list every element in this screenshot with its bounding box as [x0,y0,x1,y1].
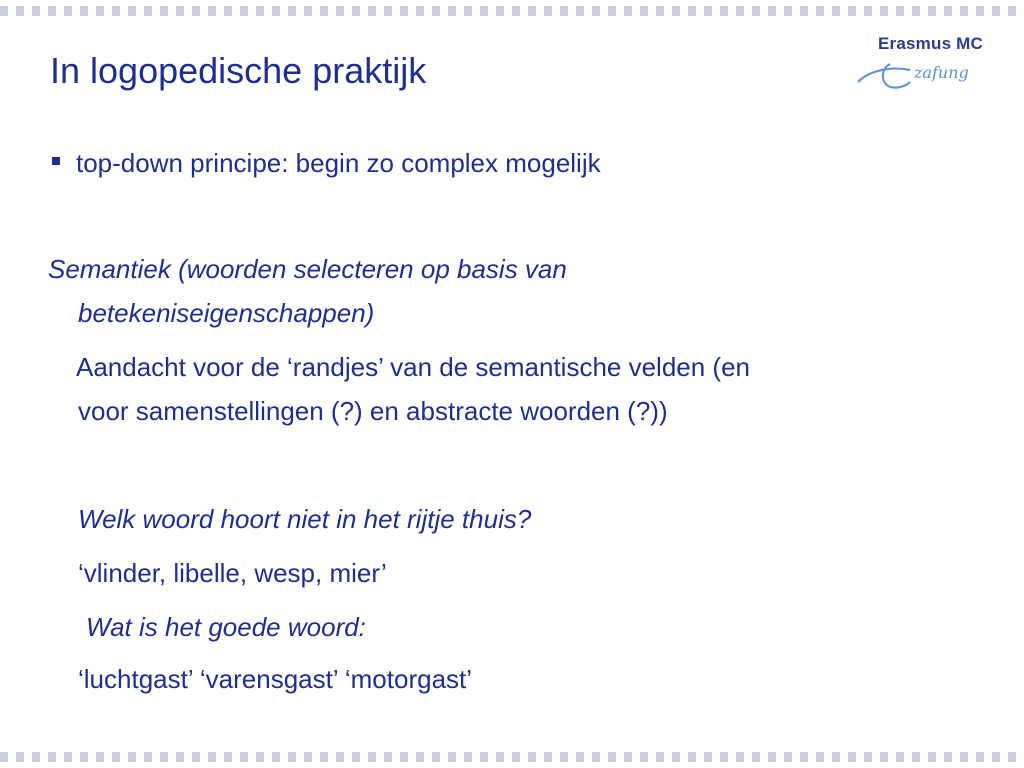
slide-title: In logopedische praktijk [50,50,427,91]
bullet-text: top-down principe: begin zo complex mogelijk [76,148,601,178]
bottom-dotted-border [0,752,1024,762]
square-bullet-icon [52,157,60,165]
example-2: ‘luchtgast’ ‘varensgast’ ‘motorgast’ [78,664,473,694]
question-1: Welk woord hoort niet in het rijtje thuis? [78,504,532,534]
semantics-line-2: betekeniseigenschappen) [78,298,375,328]
top-dotted-border [0,6,1024,16]
question-2: Wat is het goede woord: [86,612,366,642]
erasmus-signature-icon [852,56,1002,96]
logo-script-text: zafung [914,63,969,82]
attention-line-1: Aandacht voor de ‘randjes’ van de semantische velden (en [76,352,751,382]
logo-wordmark: Erasmus MC [878,34,983,53]
semantics-line-1: Semantiek (woorden selecteren op basis van [48,254,567,284]
attention-line-2: voor samenstellingen (?) en abstracte woorden (?)) [78,396,668,426]
erasmus-mc-logo [852,34,1002,98]
example-1: ‘vlinder, libelle, wesp, mier’ [78,558,387,588]
